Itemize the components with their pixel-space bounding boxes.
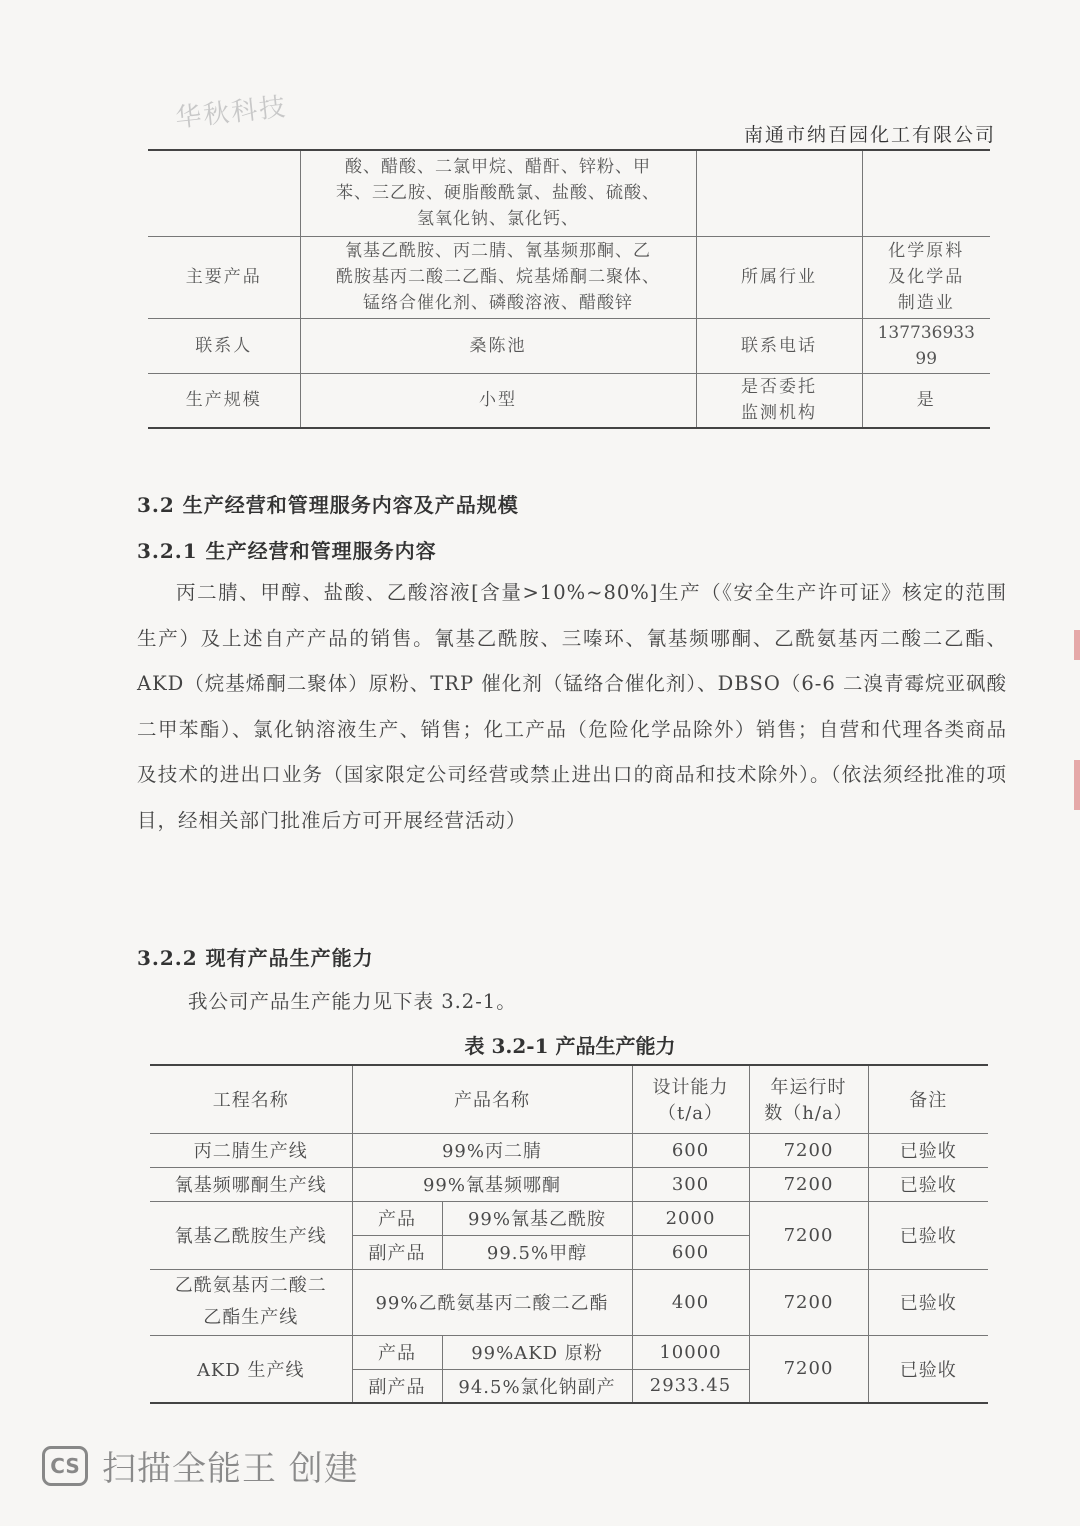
text-line: 制造业 bbox=[897, 293, 955, 313]
cell-project: 氰基频哪酮生产线 bbox=[150, 1167, 352, 1201]
text-line: 设计能力 bbox=[652, 1077, 729, 1099]
header-capacity bbox=[632, 1065, 749, 1133]
table-cell bbox=[148, 150, 300, 236]
text-line: 酸、醋酸、二氯甲烷、醋酐、锌粉、甲 bbox=[345, 157, 651, 178]
scanner-watermark-text: 扫描全能王 创建 bbox=[102, 1449, 359, 1489]
cell-hours: 7200 bbox=[749, 1201, 868, 1269]
cell-hours: 7200 bbox=[749, 1335, 868, 1403]
contact-cell: 桑陈池 bbox=[300, 318, 696, 373]
cell-product: 99%丙二腈 bbox=[352, 1133, 632, 1167]
header-project: 工程名称 bbox=[150, 1065, 352, 1133]
text-line: 氢氧化钠、氯化钙、 bbox=[417, 209, 579, 230]
cell-product: 99%氰基频哪酮 bbox=[352, 1167, 632, 1201]
industry-cell bbox=[862, 236, 990, 318]
text-line: 苯、三乙胺、硬脂酸酰氯、盐酸、硫酸、 bbox=[336, 183, 660, 204]
cell-note: 已验收 bbox=[868, 1335, 988, 1403]
cell-note: 已验收 bbox=[868, 1201, 988, 1269]
cell-type: 副产品 bbox=[352, 1369, 442, 1403]
cell-product: 99.5%甲醇 bbox=[442, 1235, 632, 1269]
cell-capacity: 600 bbox=[632, 1133, 749, 1167]
table-row bbox=[148, 150, 990, 236]
cell-capacity: 2000 bbox=[632, 1201, 749, 1235]
phone-label: 联系电话 bbox=[696, 318, 862, 373]
cell-project: 氰基乙酰胺生产线 bbox=[150, 1201, 352, 1269]
main-products-label: 主要产品 bbox=[148, 236, 300, 318]
text-line: 年运行时 bbox=[770, 1077, 847, 1099]
cell-hours: 7200 bbox=[749, 1269, 868, 1335]
table-row bbox=[150, 1201, 988, 1235]
cell-capacity: 400 bbox=[632, 1269, 749, 1335]
capacity-table bbox=[150, 1064, 988, 1404]
text-line: 酰胺基丙二酸二乙酯、烷基烯酮二聚体、 bbox=[336, 267, 660, 287]
text-line: 监测机构 bbox=[741, 403, 817, 424]
table-row bbox=[150, 1269, 988, 1335]
contact-label: 联系人 bbox=[148, 318, 300, 373]
table-row bbox=[150, 1133, 988, 1167]
phone-cell bbox=[862, 318, 990, 373]
scanner-watermark bbox=[42, 1441, 359, 1490]
cell-hours: 7200 bbox=[749, 1133, 868, 1167]
header-hours bbox=[749, 1065, 868, 1133]
text-line: 是否委托 bbox=[741, 377, 817, 398]
text-line: 氰基乙酰胺、丙二腈、氰基频那酮、乙 bbox=[345, 241, 651, 261]
table-row bbox=[150, 1167, 988, 1201]
text-line: 数（h/a） bbox=[764, 1103, 853, 1125]
cell-capacity: 300 bbox=[632, 1167, 749, 1201]
cell-product: 94.5%氯化钠副产 bbox=[442, 1369, 632, 1403]
raw-materials-cell bbox=[300, 150, 696, 236]
cell-project bbox=[150, 1269, 352, 1335]
scale-label: 生产规模 bbox=[148, 373, 300, 428]
edge-mark bbox=[1074, 760, 1080, 810]
cell-type: 副产品 bbox=[352, 1235, 442, 1269]
logo-watermark: 华秋科技 bbox=[174, 92, 289, 134]
text-line: 及化学品 bbox=[888, 267, 965, 287]
company-name: 南通市纳百园化工有限公司 bbox=[743, 124, 996, 146]
cell-note: 已验收 bbox=[868, 1133, 988, 1167]
cell-type: 产品 bbox=[352, 1335, 442, 1369]
table-row bbox=[150, 1335, 988, 1369]
text-line: 99 bbox=[915, 348, 938, 369]
main-products-cell bbox=[300, 236, 696, 318]
industry-label: 所属行业 bbox=[696, 236, 862, 318]
entrust-label bbox=[696, 373, 862, 428]
cell-project: 丙二腈生产线 bbox=[150, 1133, 352, 1167]
table-header-row bbox=[150, 1065, 988, 1133]
cell-product: 99%AKD 原粉 bbox=[442, 1335, 632, 1369]
text-line: （t/a） bbox=[657, 1103, 724, 1125]
section-heading-3-2-2: 3.2.2 现有产品生产能力 bbox=[137, 946, 374, 970]
table-cell bbox=[696, 150, 862, 236]
header-note: 备注 bbox=[868, 1065, 988, 1133]
text-line: 化学原料 bbox=[888, 241, 965, 261]
capacity-intro: 我公司产品生产能力见下表 3.2-1。 bbox=[188, 990, 517, 1013]
text-line: 乙酯生产线 bbox=[203, 1307, 299, 1328]
text-line: 乙酰氨基丙二酸二 bbox=[174, 1275, 327, 1296]
section-heading-3-2-1: 3.2.1 生产经营和管理服务内容 bbox=[137, 539, 437, 563]
table-row bbox=[148, 236, 990, 318]
section-heading-3-2: 3.2 生产经营和管理服务内容及产品规模 bbox=[137, 493, 519, 517]
cell-type: 产品 bbox=[352, 1201, 442, 1235]
text-line: 锰络合催化剂、磷酸溶液、醋酸锌 bbox=[363, 293, 633, 313]
cell-hours: 7200 bbox=[749, 1167, 868, 1201]
cell-project: AKD 生产线 bbox=[150, 1335, 352, 1403]
business-scope-paragraph: 丙二腈、甲醇、盐酸、乙酸溶液[含量>10%~80%]生产（《安全生产许可证》核定的范围生产）及上述自产产品的销售。氰基乙酰胺、三嗪环、氰基频哪酮、乙酰氨基丙二酸二乙酯、AKD（烷基烯酮二聚体）原粉、TRP 催化剂（锰络合催化剂）、DBSO（6-6 二溴青霉烷亚砜酸二甲苯酯）、氯化钠溶液生产、销售；化工产品（危险化学品除外）销售；自营和代理各类商品及技术的进出口业务（国家限定公司经营或禁止进出口的商品和技术除外）。（依法须经批准的项目，经相关部门批准后方可开展经营活动） bbox=[137, 581, 1007, 832]
cell-note: 已验收 bbox=[868, 1269, 988, 1335]
cs-logo-icon: CS bbox=[42, 1446, 88, 1486]
table-cell bbox=[862, 150, 990, 236]
cell-capacity: 2933.45 bbox=[632, 1369, 749, 1403]
cell-capacity: 600 bbox=[632, 1235, 749, 1269]
table-row bbox=[148, 373, 990, 428]
header-product: 产品名称 bbox=[352, 1065, 632, 1133]
cell-product: 99%氰基乙酰胺 bbox=[442, 1201, 632, 1235]
cell-capacity: 10000 bbox=[632, 1335, 749, 1369]
cell-product: 99%乙酰氨基丙二酸二乙酯 bbox=[352, 1269, 632, 1335]
table-caption: 表 3.2-1 产品生产能力 bbox=[464, 1034, 676, 1058]
scale-cell: 小型 bbox=[300, 373, 696, 428]
edge-mark bbox=[1074, 630, 1080, 660]
cell-note: 已验收 bbox=[868, 1167, 988, 1201]
table-row bbox=[148, 318, 990, 373]
company-info-table bbox=[148, 149, 990, 429]
entrust-cell: 是 bbox=[862, 373, 990, 428]
text-line: 137736933 bbox=[877, 322, 975, 343]
